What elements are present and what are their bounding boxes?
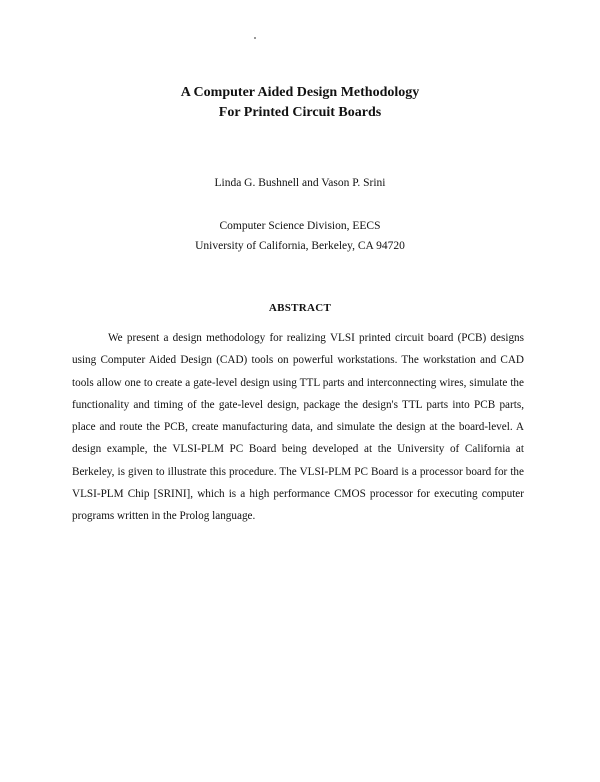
title-line-2: For Printed Circuit Boards [218, 105, 382, 120]
affiliation [0, 216, 600, 256]
title-line-1: A Computer Aided Design Methodology [180, 85, 420, 100]
affiliation-line-2: University of California, Berkeley, CA 94720 [195, 240, 405, 252]
author-list: Linda G. Bushnell and Vason P. Srini [214, 177, 386, 189]
scan-speck [254, 37, 256, 39]
paper-title [0, 83, 600, 123]
abstract-paragraph: We present a design methodology for realizing VLSI printed circuit board (PCB) designs using Computer Aided Design (CAD) tools on powerful workstations. The workstation and CAD tools allow one to create a gate-level design using TTL parts and interconnecting wires, simulate the functionality and timing of the gate-level design, package the design's TTL parts into PCB parts, place and route the PCB, create manufacturing data, and simulate the design at the board-level. A design example, the VLSI-PLM PC Board being developed at the University of California at Berkeley, is given to illustrate this procedure. The VLSI-PLM PC Board is a processor board for the VLSI-PLM Chip [SRINI], which is a high performance CMOS processor for executing computer programs written in the Prolog language. [72, 332, 524, 523]
abstract-body [72, 327, 524, 528]
affiliation-line-1: Computer Science Division, EECS [219, 220, 381, 232]
abstract-heading: ABSTRACT [268, 302, 332, 314]
